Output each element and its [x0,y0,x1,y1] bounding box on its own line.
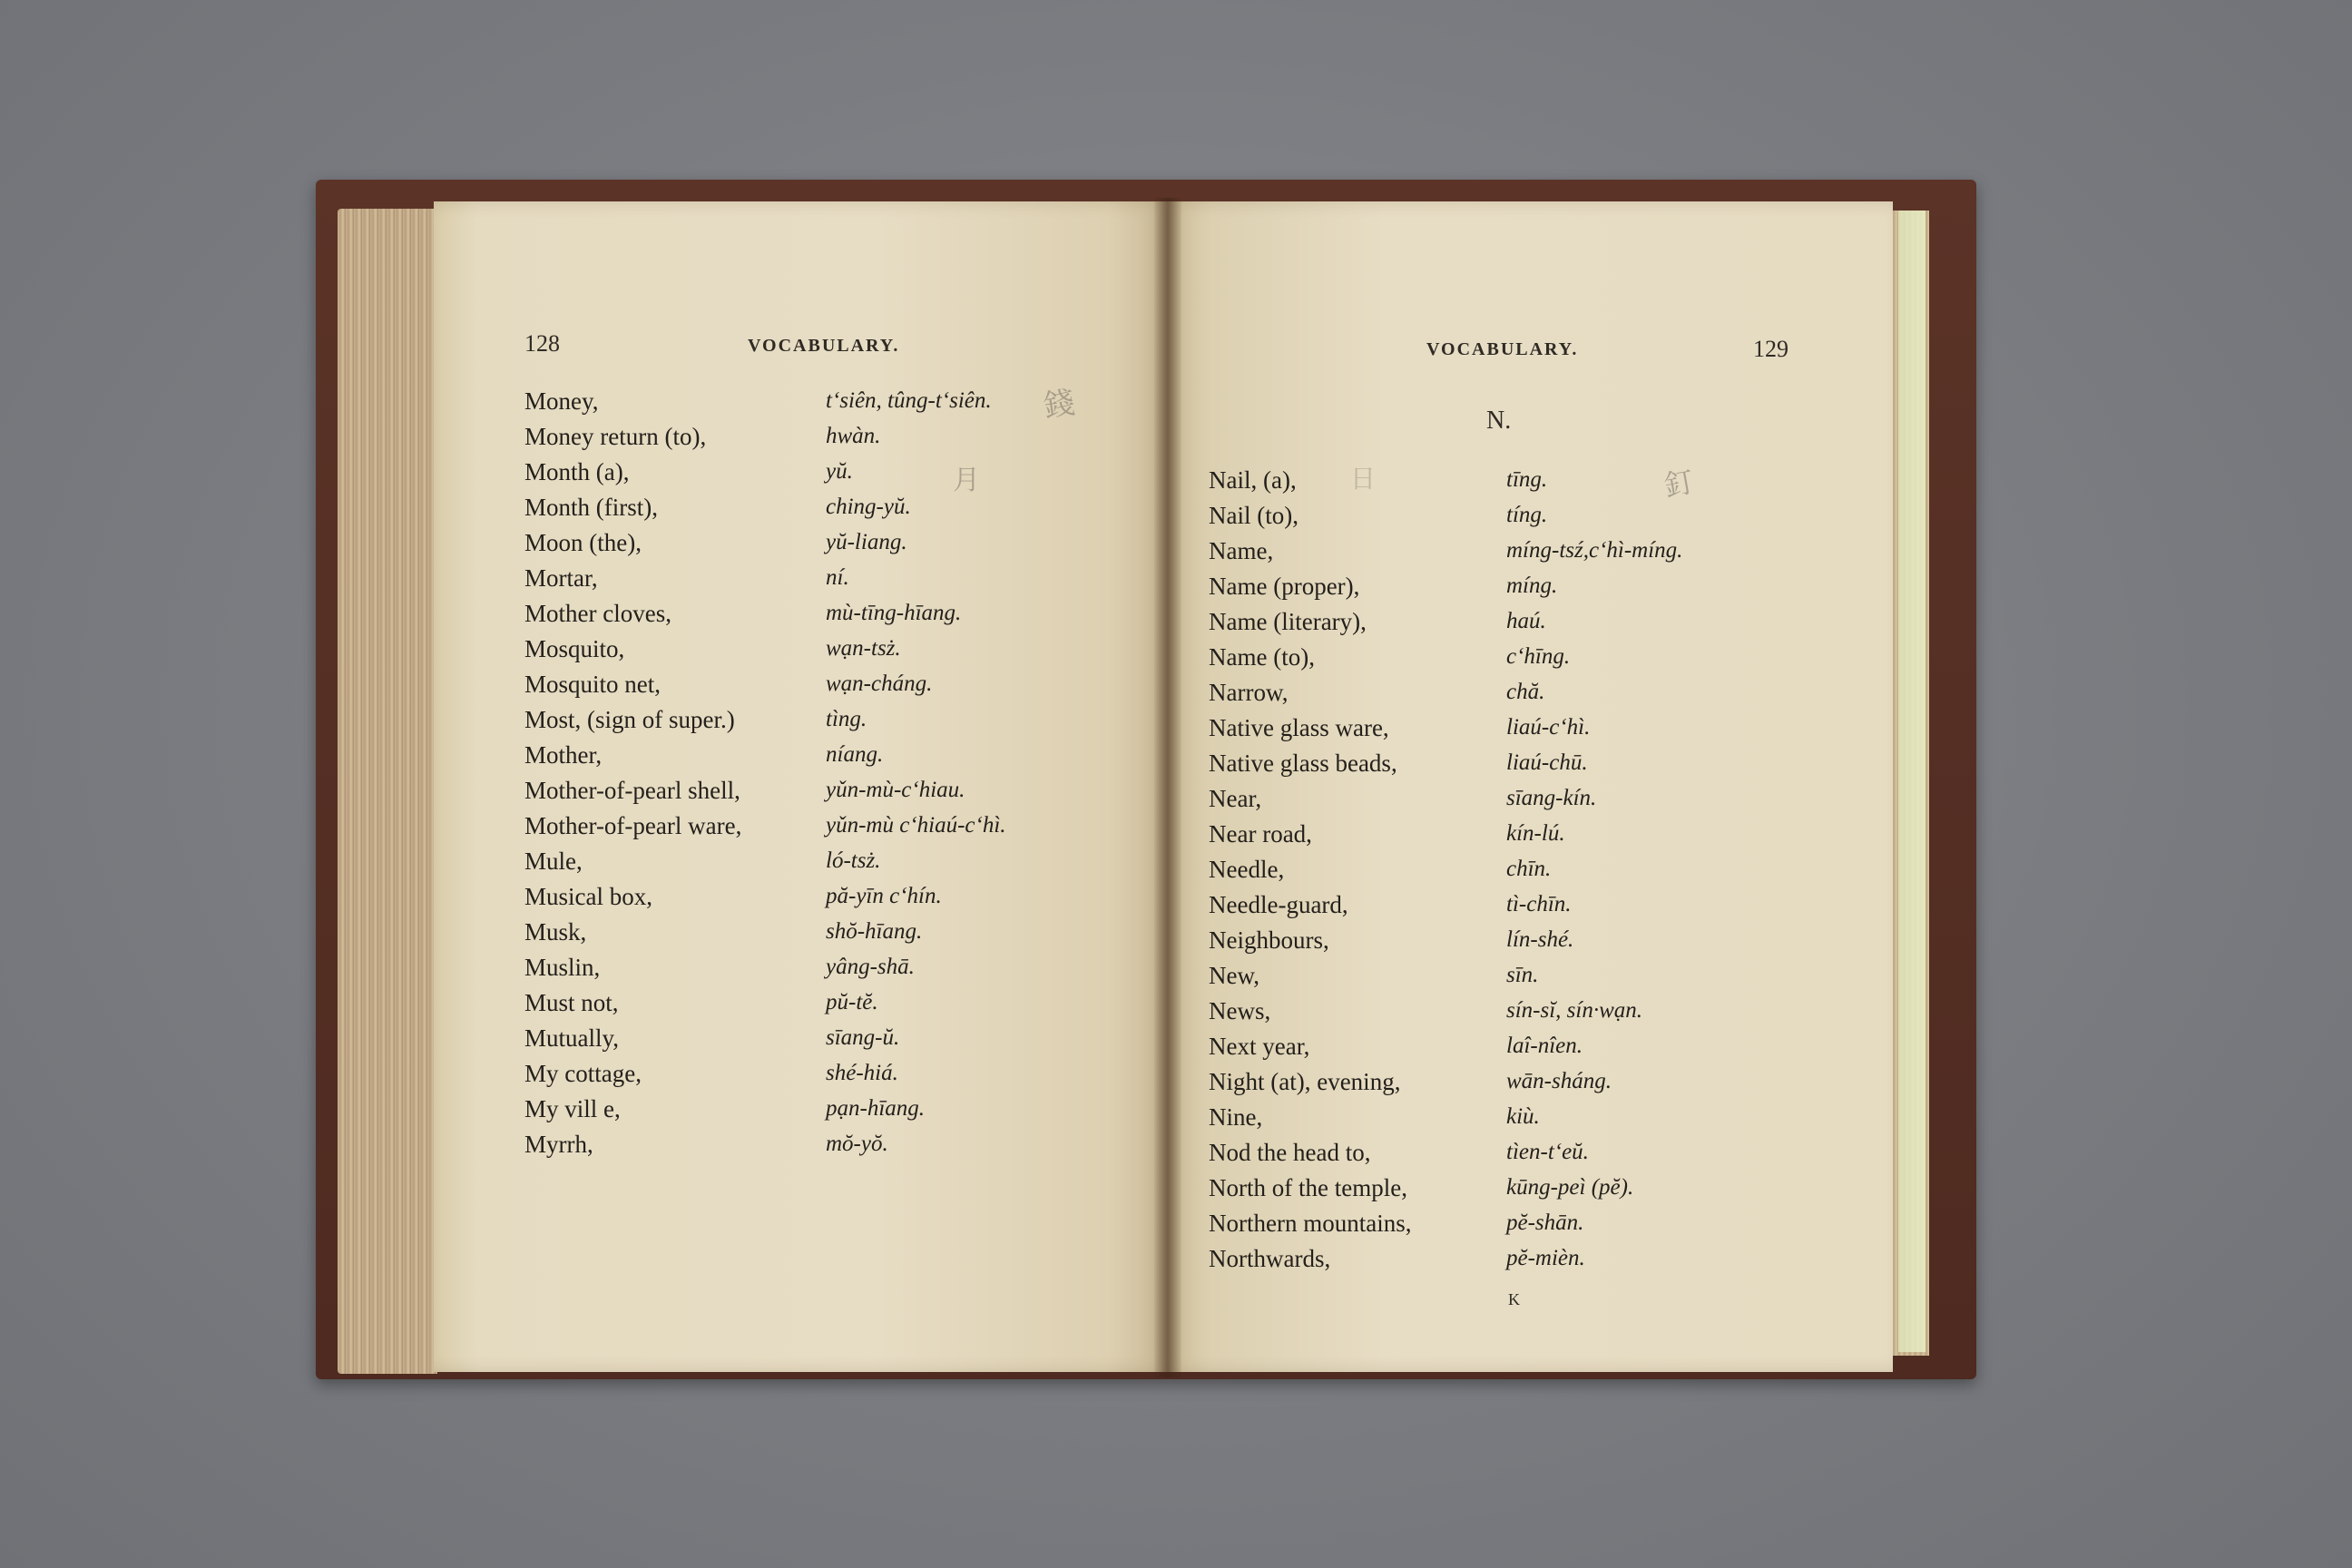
list-item [524,458,1142,494]
romanization: chă. [1506,680,1545,704]
list-item [1209,891,1844,926]
list-item [1209,962,1844,997]
english-term: Native glass ware, [1209,714,1389,741]
list-item [1209,1139,1844,1174]
english-term: Mule, [524,848,583,875]
list-item [524,777,1142,812]
list-item [524,564,1142,600]
english-term: Musical box, [524,883,652,910]
english-term: Narrow, [1209,679,1289,706]
romanization: wạn-cháng. [826,671,933,696]
list-item [1209,750,1844,785]
romanization: níang. [826,742,884,767]
english-term: Neighbours, [1209,926,1329,954]
pencil-annotation-nail: 釘 [1661,464,1697,504]
list-item [524,1095,1142,1131]
romanization: pĕ-mièn. [1506,1246,1585,1270]
left-running-head: VOCABULARY. [748,336,900,356]
english-term: Nine, [1209,1103,1263,1131]
romanization: t‘siên, tûng-t‘siên. [826,388,992,413]
romanization: haú. [1506,609,1546,633]
list-item [1209,926,1844,962]
list-item [524,494,1142,529]
list-item [524,1060,1142,1095]
english-term: Name (to), [1209,643,1315,671]
list-item [1209,573,1844,608]
english-term: Name, [1209,537,1274,564]
romanization: pĕ-shān. [1506,1210,1584,1235]
romanization: kiù. [1506,1104,1540,1129]
english-term: Mutually, [524,1024,619,1052]
romanization: kūng-peì (pĕ). [1506,1175,1634,1200]
english-term: New, [1209,962,1259,989]
english-term: Near road, [1209,820,1312,848]
pencil-annotation-month: 月 [953,465,980,496]
list-item [1209,714,1844,750]
left-page-block-edges [338,209,437,1374]
romanization: sín-sĭ, sín·wạn. [1506,998,1643,1023]
romanization: pŭ-tĕ. [826,990,878,1014]
list-item [524,741,1142,777]
romanization: yǔn-mù-c‘hiau. [826,778,965,802]
romanization: mŏ-yŏ. [826,1132,888,1156]
romanization: yǔn-mù c‘hiaú-c‘hì. [826,813,1006,838]
list-item [1209,1068,1844,1103]
english-term: Muslin, [524,954,601,981]
english-term: Mosquito, [524,635,625,662]
list-item [524,635,1142,671]
right-entry-list [1209,466,1844,1280]
english-term: My cottage, [524,1060,642,1087]
romanization: tìng. [826,707,867,731]
right-running-head: VOCABULARY. [1426,339,1579,359]
romanization: tì-chīn. [1506,892,1572,916]
signature-mark: K [1508,1290,1521,1308]
list-item [1209,997,1844,1033]
english-term: Mother-of-pearl ware, [524,812,742,839]
english-term: Nail (to), [1209,502,1298,529]
english-term: Name (proper), [1209,573,1360,600]
english-term: Money, [524,387,599,415]
list-item [524,1024,1142,1060]
list-item [1209,608,1844,643]
english-term: Native glass beads, [1209,750,1397,777]
english-term: Month (first), [524,494,658,521]
romanization: laî-nîen. [1506,1034,1583,1058]
english-term: Most, (sign of super.) [524,706,735,733]
list-item [524,1131,1142,1166]
romanization: lín-shé. [1506,927,1574,952]
romanization: shŏ-hīang. [826,919,923,944]
english-term: Musk, [524,918,587,946]
list-item [524,423,1142,458]
english-term: Northern mountains, [1209,1210,1412,1237]
english-term: Mother, [524,741,603,769]
list-item [1209,1174,1844,1210]
romanization: tīng. [1506,467,1548,492]
english-term: North of the temple, [1209,1174,1407,1201]
english-term: Next year, [1209,1033,1310,1060]
list-item [1209,643,1844,679]
right-page [1167,201,1893,1372]
pencil-annotation-money: 錢 [1041,384,1078,426]
english-term: Needle, [1209,856,1285,883]
english-term: News, [1209,997,1271,1024]
english-term: Needle-guard, [1209,891,1348,918]
left-page-number: 128 [524,330,560,357]
romanization: hwàn. [826,424,881,448]
list-item [524,883,1142,918]
romanization: ching-yŭ. [826,495,911,519]
list-item [1209,466,1844,502]
romanization: míng-tsź,c‘hì-míng. [1506,538,1683,563]
romanization: yŭ-liang. [826,530,907,554]
left-entry-list [524,387,1142,1166]
list-item [1209,1210,1844,1245]
english-term: Night (at), evening, [1209,1068,1401,1095]
list-item [524,954,1142,989]
pencil-annotation-margin: 日 [1350,464,1377,494]
romanization: sīang-kín. [1506,786,1597,810]
romanization: kín-lú. [1506,821,1565,846]
list-item [1209,785,1844,820]
romanization: ló-tsż. [826,848,881,873]
romanization: liaú-chū. [1506,750,1588,775]
list-item [524,671,1142,706]
romanization: shé-hiá. [826,1061,898,1085]
english-term: Mother-of-pearl shell, [524,777,740,804]
romanization: mù-tīng-hīang. [826,601,962,625]
english-term: Nail, (a), [1209,466,1297,494]
english-term: My vill e, [524,1095,621,1122]
english-term: Myrrh, [524,1131,593,1158]
english-term: Moon (the), [524,529,642,556]
romanization: c‘hīng. [1506,644,1571,669]
english-term: Month (a), [524,458,630,485]
romanization: yâng-shā. [826,955,915,979]
list-item [524,989,1142,1024]
romanization: wạn-tsż. [826,636,901,661]
list-item [1209,679,1844,714]
english-term: Name (literary), [1209,608,1367,635]
left-page [434,201,1167,1372]
list-item [1209,537,1844,573]
list-item [524,848,1142,883]
list-item [1209,820,1844,856]
list-item [524,706,1142,741]
list-item [524,529,1142,564]
book-gutter [1154,198,1181,1377]
list-item [1209,1245,1844,1280]
romanization: tìen-t‘eŭ. [1506,1140,1589,1164]
romanization: sīn. [1506,963,1539,987]
romanization: liaú-c‘hì. [1506,715,1591,740]
romanization: ní. [826,565,849,590]
list-item [1209,856,1844,891]
list-item [1209,502,1844,537]
english-term: Mother cloves, [524,600,671,627]
romanization: wān-sháng. [1506,1069,1612,1093]
english-term: Mosquito net, [524,671,662,698]
english-term: Near, [1209,785,1262,812]
list-item [1209,1103,1844,1139]
english-term: Nod the head to, [1209,1139,1371,1166]
list-item [524,918,1142,954]
english-term: Northwards, [1209,1245,1331,1272]
romanization: tíng. [1506,503,1548,527]
english-term: Money return (to), [524,423,707,450]
romanization: chīn. [1506,857,1552,881]
right-page-number: 129 [1753,336,1788,362]
romanization: pă-yīn c‘hín. [826,884,942,908]
romanization: sīang-ŭ. [826,1025,900,1050]
list-item [524,812,1142,848]
romanization: pạn-hīang. [826,1096,926,1121]
section-letter: N. [1486,407,1512,435]
list-item [524,600,1142,635]
list-item [1209,1033,1844,1068]
english-term: Must not, [524,989,619,1016]
english-term: Mortar, [524,564,598,592]
romanization: míng. [1506,573,1558,598]
romanization: yŭ. [826,459,853,484]
right-endpaper-strip [1898,211,1926,1352]
